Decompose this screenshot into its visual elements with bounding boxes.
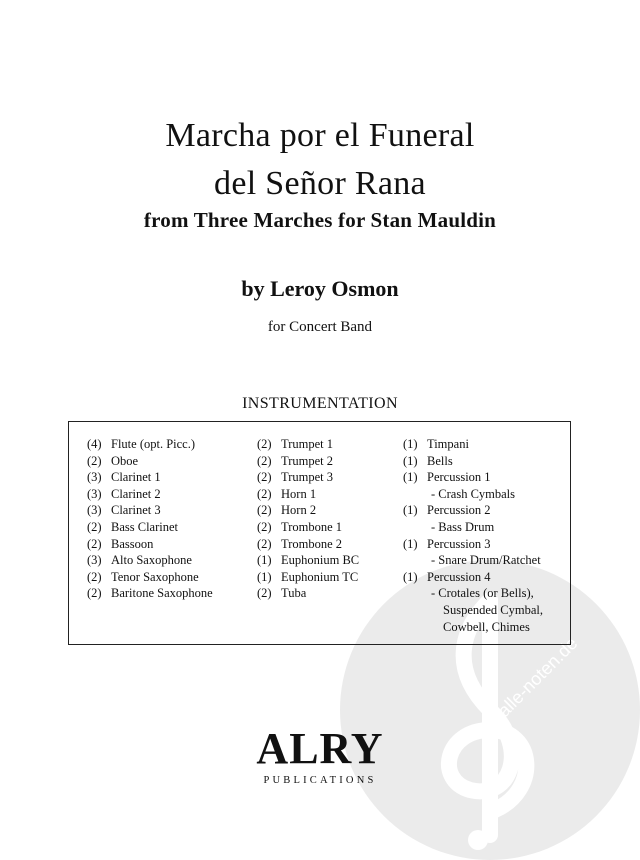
list-item: (2) Tuba [257,586,307,601]
list-item: (1) Euphonium BC [257,553,360,568]
list-item: (3) Clarinet 3 [87,503,161,518]
subtitle: from Three Marches for Stan Mauldin [143,208,497,232]
list-item: (3) Clarinet 2 [87,486,161,501]
list-item: (2) Horn 1 [257,486,317,501]
instrumentation-box [68,421,571,645]
list-item-detail: - Crotales (or Bells), [431,586,534,601]
list-item: (2) Baritone Saxophone [87,586,213,601]
list-item: (2) Trumpet 2 [257,453,333,468]
list-item: (1) Bells [403,453,453,468]
list-item: (3) Alto Saxophone [87,553,192,568]
publisher-tagline: PUBLICATIONS [263,775,377,786]
list-item: (2) Trumpet 3 [257,470,333,485]
list-item: (1) Percussion 4 [403,569,491,584]
list-item: (2) Bassoon [87,536,154,551]
list-item: (2) Tenor Saxophone [87,569,199,584]
publisher-logo [250,724,390,786]
composer: by Leroy Osmon [241,276,399,301]
list-item: (2) Bass Clarinet [87,519,179,534]
list-item: (2) Trombone 2 [257,536,343,551]
instrumentation-heading: INSTRUMENTATION [242,395,398,412]
list-item-detail: Cowbell, Chimes [443,619,530,634]
watermark-text: alle-noten.de [493,633,582,721]
title-line-1: Marcha por el Funeral [165,117,475,154]
list-item: (3) Clarinet 1 [87,470,161,485]
list-item: (2) Trombone 1 [257,519,343,534]
list-item-detail: - Bass Drum [431,519,495,534]
list-item: (1) Percussion 1 [403,470,491,485]
list-item-detail: - Crash Cymbals [431,486,516,501]
list-item: (2) Trumpet 1 [257,437,333,451]
ensemble: for Concert Band [267,319,373,335]
instrumentation-column-3 [403,436,543,635]
list-item-detail: Suspended Cymbal, [443,602,543,617]
publisher-name: ALRY [256,724,384,773]
list-item-detail: - Snare Drum/Ratchet [431,553,541,568]
list-item: (2) Horn 2 [257,503,317,518]
list-item: (2) Oboe [87,453,139,468]
instrumentation-column-2 [257,436,359,602]
list-item: (1) Percussion 2 [403,503,491,518]
list-item: (4) Flute (opt. Picc.) [87,437,196,451]
list-item: (1) Percussion 3 [403,536,491,551]
title-line-2: del Señor Rana [214,165,426,202]
instrumentation-column-1 [87,436,213,602]
list-item: (1) Euphonium TC [257,569,359,584]
list-item: (1) Timpani [403,437,469,451]
